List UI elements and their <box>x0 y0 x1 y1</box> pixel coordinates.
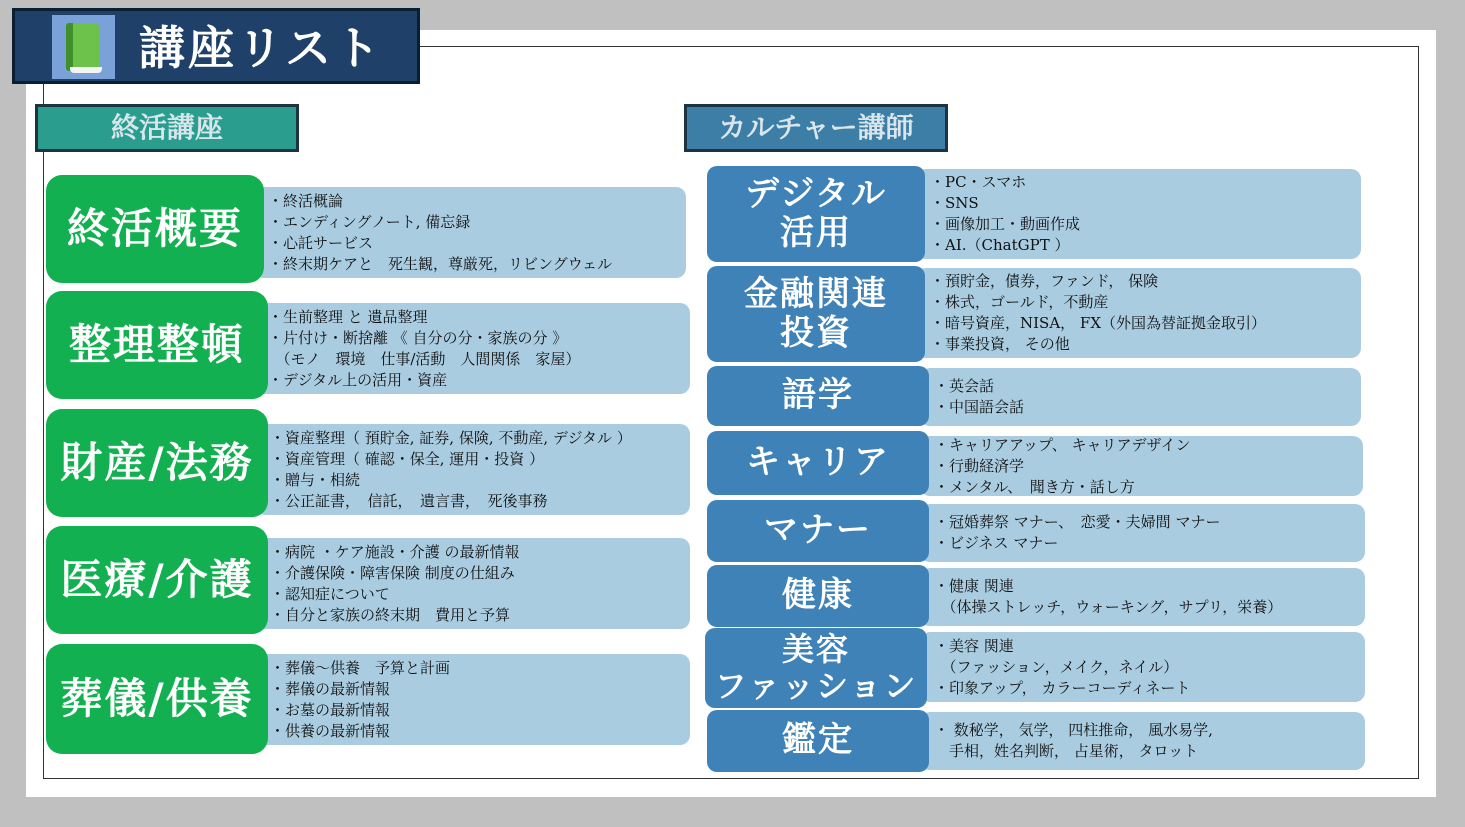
course-desc: ・健康 関連 （体操ストレッチ，ウォーキング，サプリ，栄養） <box>920 568 1365 626</box>
course-label-fortune: 鑑定 <box>707 710 929 772</box>
course-desc: ・資産整理（ 預貯金, 証券, 保険, 不動産, デジタル ） ・資産管理（ 確認・保全, 運用・投資 ） ・贈与・相続 ・公正証書， 信託， 遺言書， 死後事務 <box>256 424 690 515</box>
course-desc: ・生前整理 と 遺品整理 ・片付け・断捨離 《 自分の分・家族の分 》 （モノ 環境 仕事/活動 人間関係 家屋） ・デジタル上の活用・資産 <box>254 303 690 394</box>
course-label-beauty-fashion: 美容 ファッション <box>705 628 927 708</box>
section-header-right: カルチャー講師 <box>684 104 948 152</box>
book-icon <box>52 15 115 79</box>
course-desc: ・ 数秘学， 気学， 四柱推命， 風水易学, 手相，姓名判断， 占星術， タロット <box>920 712 1365 770</box>
course-label-assets-legal: 財産/法務 <box>46 409 268 517</box>
course-desc: ・美容 関連 （ファッション，メイク，ネイル） ・印象アップ， カラーコーディネート <box>920 632 1365 702</box>
course-label-career: キャリア <box>707 431 929 495</box>
course-desc: ・キャリアアップ、 キャリアデザイン ・行動経済学 ・メンタル、 聞き方・話し方 <box>920 436 1363 496</box>
course-desc: ・病院 ・ケア施設・介護 の最新情報 ・介護保険・障害保険 制度の仕組み ・認知症について ・自分と家族の終末期 費用と予算 <box>256 538 690 629</box>
course-desc: ・終活概論 ・エンディングノート, 備忘録 ・心託サービス ・終末期ケアと 死生観，尊厳死，リビングウェル <box>254 187 686 278</box>
course-desc: ・冠婚葬祭 マナー、 恋愛・夫婦間 マナー ・ビジネス マナー <box>920 504 1365 562</box>
course-label-digital: デジタル 活用 <box>707 166 925 262</box>
course-desc: ・葬儀～供養 予算と計画 ・葬儀の最新情報 ・お墓の最新情報 ・供養の最新情報 <box>256 654 690 745</box>
course-label-language: 語学 <box>707 366 929 426</box>
course-label-finance: 金融関連 投資 <box>707 266 925 362</box>
course-label-manners: マナー <box>707 500 929 562</box>
course-label-medical-care: 医療/介護 <box>46 526 268 634</box>
title-banner <box>12 8 420 84</box>
section-header-left: 終活講座 <box>35 104 299 152</box>
course-label-shukatsu-overview: 終活概要 <box>46 175 264 283</box>
course-desc: ・PC・スマホ ・SNS ・画像加工・動画作成 ・AI.（ChatGPT ） <box>916 169 1361 259</box>
course-desc: ・預貯金，債券，ファンド， 保険 ・株式，ゴールド，不動産 ・暗号資産，NISA， FX（外国為替証拠金取引） ・事業投資， その他 <box>916 268 1361 358</box>
course-label-funeral-memorial: 葬儀/供養 <box>46 644 268 754</box>
page-title: 講座リスト <box>139 21 384 75</box>
course-desc: ・英会話 ・中国語会話 <box>920 368 1361 426</box>
course-label-health: 健康 <box>707 565 929 627</box>
course-label-organizing: 整理整頓 <box>46 291 268 399</box>
